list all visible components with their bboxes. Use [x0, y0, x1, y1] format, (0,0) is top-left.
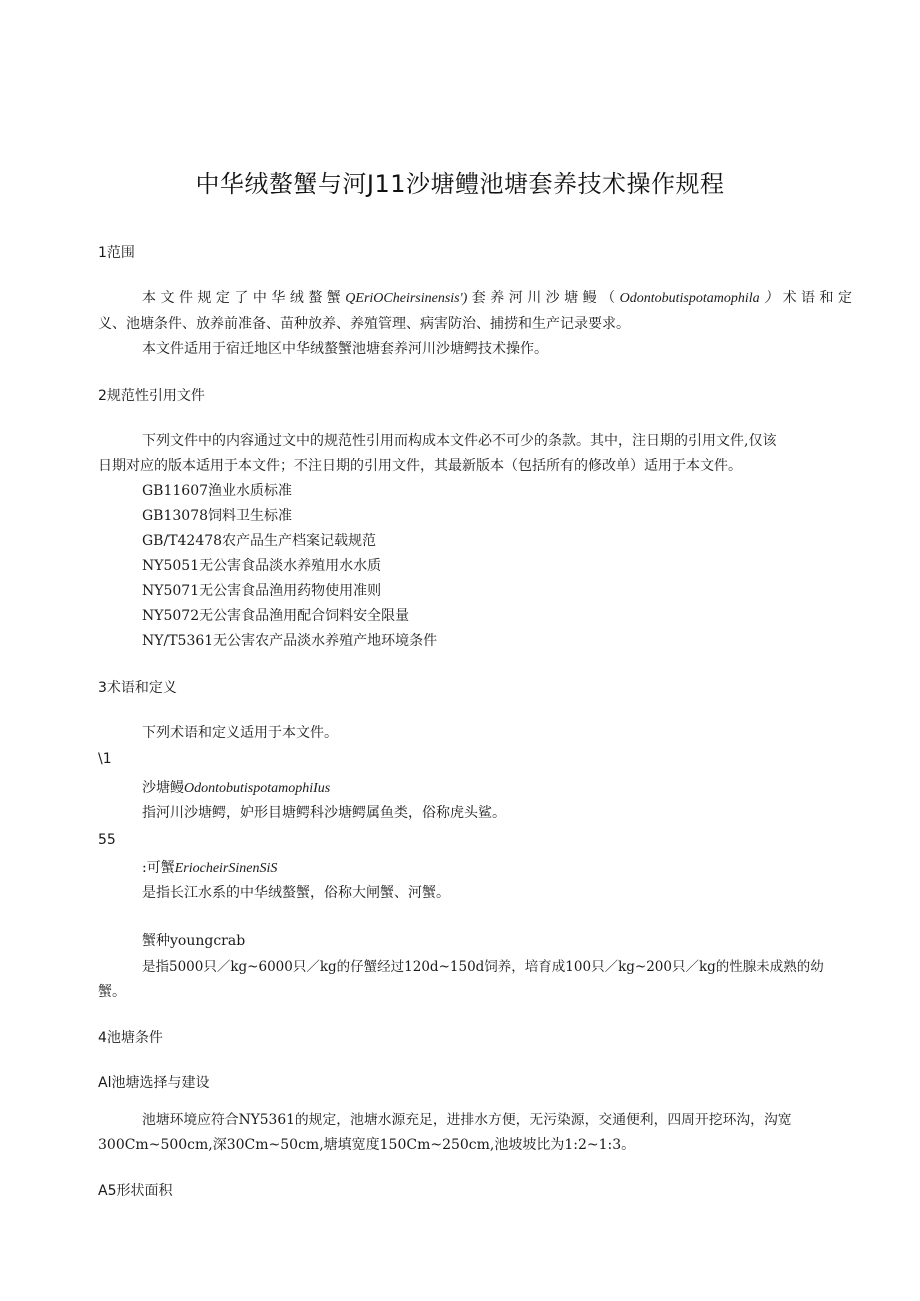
term-entry-crab — [142, 858, 277, 879]
reference-item: GB/T42478农产品生产档案记载规范 — [142, 533, 377, 549]
terms-intro: 下列术语和定义适用于本文件。 — [142, 725, 338, 741]
pond-selection-line-2: 300Cm~500cm,深30Cm~50cm,塘填宽度150Cm~250cm,池坡坡比为1:2~1:3。 — [98, 1137, 636, 1153]
latin-name-goby: Odontobutispotamophila） — [619, 291, 783, 306]
term-number: \1 — [98, 751, 112, 767]
reference-item: NY5051无公害食品淡水养殖用水水质 — [142, 558, 382, 574]
term-entry-sandgoby — [142, 778, 330, 799]
term-latin: EriocheirSinenSiS — [174, 861, 278, 876]
scope-text-a: 本文件规定了中华绒螯蟹 — [142, 290, 346, 306]
term-chinese: :可蟹 — [142, 860, 175, 876]
section-heading-terms: 3术语和定义 — [98, 680, 177, 696]
reference-item: NY/T5361无公害农产品淡水养殖产地环境条件 — [142, 633, 438, 649]
section-heading-pond-conditions: 4池塘条件 — [98, 1030, 163, 1046]
scope-text-b: 套养河川沙塘鳗（ — [467, 290, 620, 306]
reference-item: GB11607渔业水质标准 — [142, 483, 293, 499]
term-latin: OdontobutispotamophiIus — [184, 781, 331, 796]
term-definition: 指河川沙塘鳄，妒形目塘鳄科沙塘鳄属鱼类，俗称虎头鲨。 — [142, 805, 506, 821]
reference-item: NY5071无公害食品渔用药物使用准则 — [142, 583, 382, 599]
term-definition-line-1: 是指5000只／kg~6000只／kg的仔蟹经过120d~150d饲养，培育成100只／kg~200只／kg的性腺未成熟的幼 — [142, 959, 824, 975]
section-heading-normative-references: 2规范性引用文件 — [98, 388, 205, 404]
term-definition: 是指长江水系的中华绒螯蟹，俗称大闸蟹、河蟹。 — [142, 885, 450, 901]
term-entry-young-crab: 蟹种youngcrab — [142, 933, 246, 949]
subsection-heading-pond-selection: Al池塘选择与建设 — [98, 1075, 210, 1091]
document-title: 中华绒螯蟹与河J11沙塘鳢池塘套养技术操作规程 — [195, 170, 725, 198]
reference-item: NY5072无公害食品渔用配合饲料安全限量 — [142, 608, 410, 624]
term-definition-line-2: 蟹。 — [98, 984, 126, 1000]
term-number: 55 — [98, 832, 116, 848]
subsection-heading-shape-area: A5形状面积 — [98, 1183, 173, 1199]
term-chinese: 沙塘鳗 — [142, 780, 184, 796]
reference-item: GB13078饲料卫生标准 — [142, 508, 293, 524]
scope-paragraph-line-1 — [142, 288, 852, 309]
scope-text-c: 术语和定 — [782, 290, 853, 306]
latin-name-crab: QEriOCheirsinensis') — [345, 291, 468, 306]
scope-paragraph-line-2: 义、池塘条件、放养前准备、苗种放养、养殖管理、病害防治、捕捞和生产记录要求。 — [98, 316, 630, 332]
section-heading-scope: 1范围 — [98, 245, 135, 261]
references-paragraph-line-1: 下列文件中的内容通过文中的规范性引用而构成本文件必不可少的条款。其中，注日期的引用文件,仅该 — [142, 433, 777, 449]
references-paragraph-line-2: 日期对应的版本适用于本文件；不注日期的引用文件，其最新版本（包括所有的修改单）适用于本文件。 — [98, 458, 742, 474]
pond-selection-line-1: 池塘环境应符合NY5361的规定，池塘水源充足，进排水方便，无污染源，交通便利，四周开挖环沟，沟宽 — [142, 1112, 792, 1128]
scope-applicability: 本文件适用于宿迁地区中华绒螯蟹池塘套养河川沙塘鳄技术操作。 — [142, 341, 548, 357]
